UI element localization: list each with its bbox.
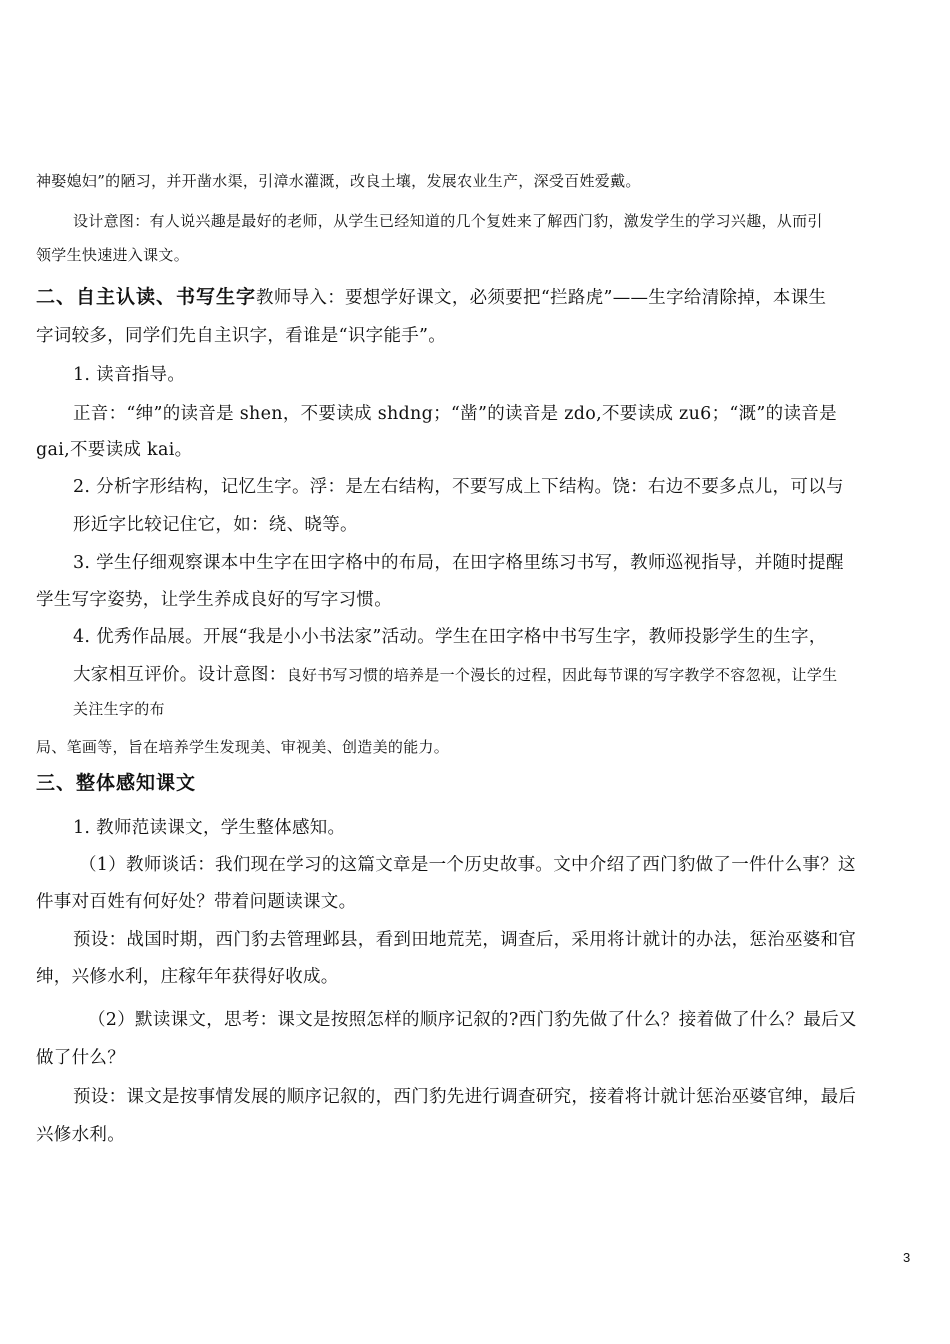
- list-item: 2. 分析字形结构，记忆生字。浮：是左右结构，不要写成上下结构。饶：右边不要多点儿，可以与: [73, 477, 844, 497]
- question-line: 件事对百姓有何好处？带着问题读课文。: [36, 892, 357, 912]
- list-item: 3. 学生仔细观察课本中生字在田字格中的布局，在田字格里练习书写，教师巡视指导，并随时提醒: [73, 553, 844, 573]
- preset-answer-line: 绅，兴修水利，庄稼年年获得好收成。: [36, 967, 339, 987]
- list-item-line: 学生写字姿势，让学生养成良好的写字习惯。: [36, 590, 392, 610]
- list-item-line: 局、笔画等，旨在培养学生发现美、审视美、创造美的能力。: [36, 738, 450, 756]
- section-heading: 二、自主认读、书写生字: [36, 286, 257, 308]
- section-heading: 三、整体感知课文: [36, 772, 197, 794]
- list-item-line: 形近字比较记住它，如：绕、晓等。: [73, 515, 358, 535]
- design-intent-text: 良好书写习惯的培养是一个漫长的过程，因此每节课的写字教学不容忽视，让学生: [286, 666, 838, 684]
- preset-answer-line: 预设：课文是按事情发展的顺序记叙的，西门豹先进行调查研究，接着将计就计惩治巫婆官绅，最后: [73, 1087, 857, 1107]
- paragraph-line: 神娶媳妇”的陋习，并开凿水渠，引漳水灌溉，改良土壤，发展农业生产，深受百姓爱戴。: [36, 172, 641, 190]
- intro-text: 教师导入：要想学好课文，必须要把“拦路虎”——生字给清除掉，本课生: [256, 288, 827, 308]
- preset-answer-line: 兴修水利。: [36, 1125, 125, 1145]
- pronunciation-line: gai,不要读成 kai。: [36, 440, 193, 460]
- list-item: 4. 优秀作品展。开展“我是小小书法家”活动。学生在田字格中书写生字，教师投影学生的生字，: [73, 627, 827, 647]
- pronunciation-line: 正音：“绅”的读音是 shen，不要读成 shdng；“凿”的读音是 zdo,不要读成 zu6；“溉”的读音是: [73, 404, 837, 424]
- preset-answer-line: 预设：战国时期，西门豹去管理邺县，看到田地荒芜，调查后，采用将计就计的办法，惩治巫婆和官: [73, 930, 857, 950]
- page-number: 3: [903, 1250, 911, 1265]
- question-line: （2）默读课文，思考：课文是按照怎样的顺序记叙的?西门豹先做了什么？接着做了什么？最后又: [88, 1010, 857, 1030]
- question-line: （1）教师谈话：我们现在学习的这篇文章是一个历史故事。文中介绍了西门豹做了一件什么事？这: [79, 855, 856, 875]
- list-item-line: [73, 661, 837, 686]
- question-line: 做了什么？: [36, 1048, 125, 1068]
- list-item: 1. 读音指导。: [73, 365, 186, 385]
- design-intent-line: 设计意图：有人说兴趣是最好的老师，从学生已经知道的几个复姓来了解西门豹，激发学生的学习兴趣，从而引: [73, 212, 823, 230]
- design-intent-line: 领学生快速进入课文。: [36, 246, 190, 264]
- list-item-line: 关注生字的布: [73, 700, 165, 718]
- section-two: [36, 282, 826, 309]
- item4-text: 大家相互评价。设计意图：: [73, 665, 287, 685]
- list-item: 1. 教师范读课文，学生整体感知。: [73, 818, 346, 838]
- intro-line: 字词较多，同学们先自主识字，看谁是“识字能手”。: [36, 326, 447, 346]
